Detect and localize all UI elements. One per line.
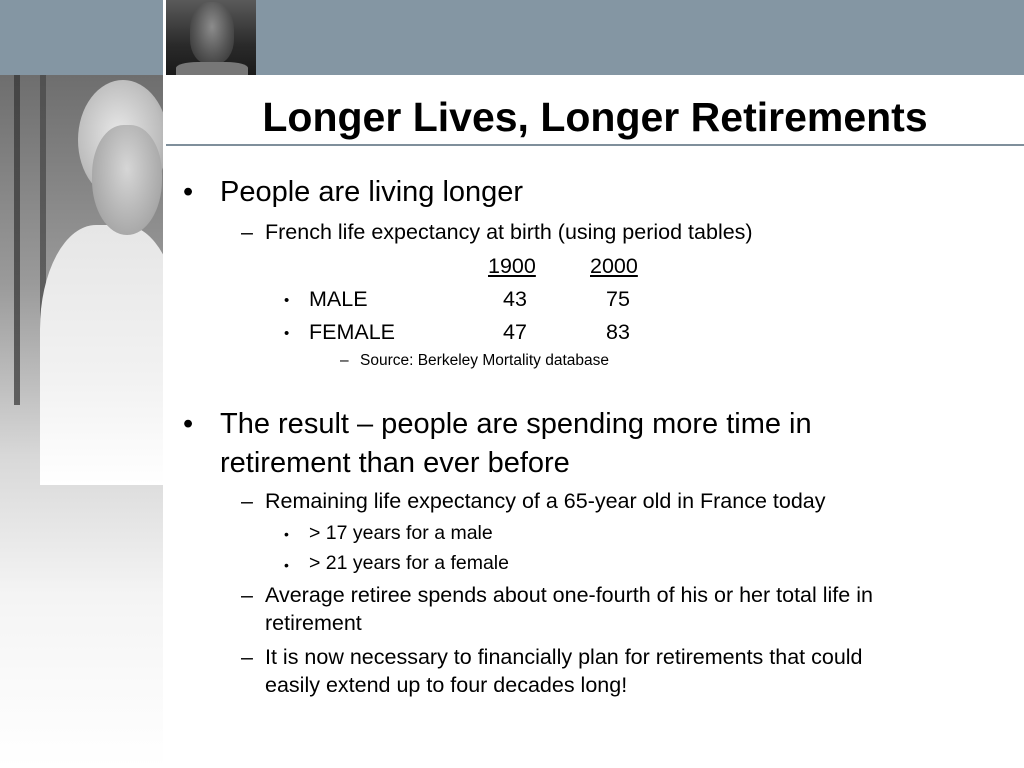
sub-bullet-text-line2: retirement (265, 611, 362, 635)
table-cell: 47 (503, 320, 527, 344)
dash-marker: – (241, 489, 253, 513)
slide-title: Longer Lives, Longer Retirements (262, 94, 928, 140)
sub-sub-marker: • (284, 526, 289, 542)
sub-bullet-text: Remaining life expectancy of a 65-year old in France today (265, 489, 826, 513)
sub-sub-marker: • (284, 557, 289, 573)
bullet-marker: • (183, 176, 194, 208)
source-dash-marker: – (340, 352, 349, 369)
sub-bullet-text-line1: It is now necessary to financially plan for retirements that could (265, 645, 863, 669)
bullet-marker: • (183, 408, 194, 440)
table-cell: 75 (606, 287, 630, 311)
dash-marker: – (241, 220, 253, 244)
sub-bullet-text-line1: Average retiree spends about one-fourth of his or her total life in (265, 583, 873, 607)
bullet-text-line2: retirement than ever before (220, 447, 570, 479)
table-row-marker: • (284, 292, 290, 309)
source-note: Source: Berkeley Mortality database (360, 352, 609, 369)
table-header-1900: 1900 (488, 254, 536, 278)
table-header-2000: 2000 (590, 254, 638, 278)
sub-sub-text: > 21 years for a female (309, 552, 509, 574)
table-row-label: MALE (309, 287, 368, 311)
table-row-label: FEMALE (309, 320, 396, 344)
table-row-marker: • (284, 325, 290, 342)
dash-marker: – (241, 645, 253, 669)
bullet-text: People are living longer (220, 176, 524, 208)
sub-bullet-text: French life expectancy at birth (using period tables) (265, 220, 753, 244)
table-cell: 43 (503, 287, 527, 311)
dash-marker: – (241, 583, 253, 607)
bullet-text-line1: The result – people are spending more time in (220, 408, 812, 440)
sub-sub-text: > 17 years for a male (309, 522, 493, 544)
sub-bullet-text-line2: easily extend up to four decades long! (265, 673, 628, 697)
table-cell: 83 (606, 320, 630, 344)
